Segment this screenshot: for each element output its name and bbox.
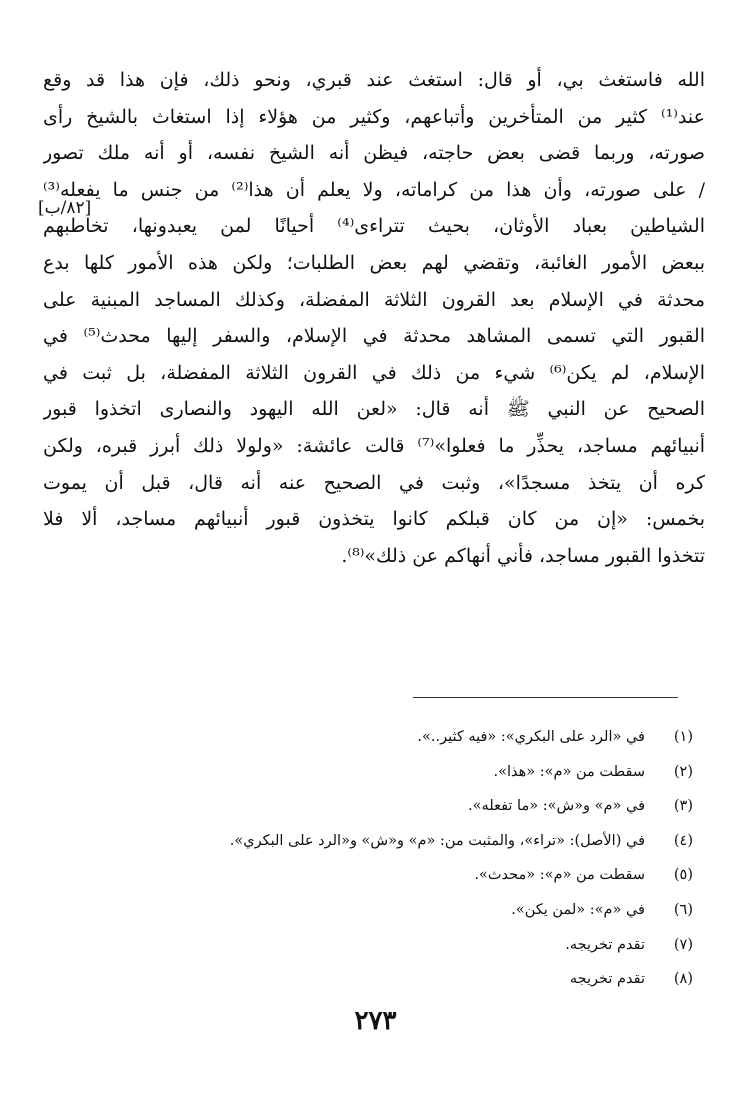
footnote-divider — [413, 697, 678, 698]
footnote-number: (٢) — [673, 763, 693, 780]
text-line: / على صورته، وأن هذا من كراماته، ولا يعلم أن هذا⁽²⁾ من جنس ما يفعله⁽³⁾ — [43, 178, 705, 201]
footnote-number: (١) — [673, 729, 693, 745]
text-line: محدثة في الإسلام بعد القرون الثلاثة المفضلة، وكذلك المساجد المبنية على — [43, 288, 705, 311]
footnote-item — [53, 962, 693, 997]
footnote-text: سقطت من «م»: «محدث». — [474, 867, 645, 884]
footnote-item — [53, 928, 693, 963]
footnote-text: تقدم تخريجه — [569, 971, 645, 988]
text-line: بخمس: «إن من كان قبلكم كانوا يتخذون قبور أنبيائهم مساجد، ألا فلا — [43, 508, 705, 531]
footnote-text: سقطت من «م»: «هذا». — [493, 763, 645, 780]
footnote-text: في «م» و«ش»: «ما تفعله». — [468, 798, 645, 815]
text-line: القبور التي تسمى المشاهد محدثة في الإسلام، والسفر إليها محدث⁽⁵⁾ في — [43, 325, 705, 348]
text-line: ببعض الأمور الغائبة، وتقضي لهم بعض الطلبات؛ ولكن هذه الأمور كلها بدع — [43, 251, 705, 274]
footnote-number: (٨) — [673, 971, 693, 988]
footnote-number: (٤) — [673, 832, 693, 849]
main-text-body — [43, 62, 705, 574]
footnote-number: (٥) — [673, 867, 693, 884]
footnote-item — [53, 789, 693, 824]
footnote-number: (٧) — [673, 936, 693, 953]
text-line: كره أن يتخذ مسجدًا»، وثبت في الصحيح عنه أنه قال، قبل أن يموت — [43, 471, 705, 494]
footnote-text: في «الرد على البكري»: «فيه كثير..». — [417, 729, 645, 745]
text-line: عند⁽¹⁾ كثير من المتأخرين وأتباعهم، وكثير من هؤلاء إذا استغاث بالشيخ رأى — [43, 105, 705, 128]
footnote-item — [53, 720, 693, 755]
page-number: ٢٧٣ — [354, 1006, 397, 1036]
footnote-number: (٦) — [673, 901, 693, 918]
footnote-text: تقدم تخريجه. — [565, 936, 645, 953]
footnote-number: (٣) — [673, 798, 693, 815]
manuscript-folio-marker: [٨٢/ب] — [38, 198, 92, 218]
footnotes-section — [53, 720, 693, 997]
text-line: صورته، وربما قضى بعض حاجته، فيظن أنه الشيخ نفسه، أو أنه ملك تصور — [43, 142, 705, 165]
text-line: الصحيح عن النبي ﷺ أنه قال: «لعن الله اليهود والنصارى اتخذوا قبور — [43, 398, 705, 421]
footnote-item — [53, 755, 693, 790]
footnote-item — [53, 858, 693, 893]
text-line: الله فاستغث بي، أو قال: استغث عند قبري، ونحو ذلك، فإن هذا قد وقع — [43, 69, 705, 91]
text-line: الإسلام، لم يكن⁽⁶⁾ شيء من ذلك في القرون الثلاثة المفضلة، بل ثبت في — [43, 361, 705, 384]
text-line: أنبيائهم مساجد، يحذِّر ما فعلوا»⁽⁷⁾ قالت عائشة: «ولولا ذلك أبرز قبره، ولكن — [43, 434, 705, 457]
text-line: تتخذوا القبور مساجد، فأني أنهاكم عن ذلك»⁽⁸⁾. — [341, 544, 705, 567]
text-line: الشياطين بعباد الأوثان، بحيث تتراءى⁽⁴⁾ أحيانًا لمن يعبدونها، تخاطبهم — [43, 215, 705, 238]
footnote-item — [53, 893, 693, 928]
footnote-item — [53, 824, 693, 859]
footnote-text: في «م»: «لمن يكن». — [511, 901, 645, 918]
footnote-text: في (الأصل): «تراء»، والمثبت من: «م» و«ش» و«الرد على البكري». — [229, 832, 645, 849]
